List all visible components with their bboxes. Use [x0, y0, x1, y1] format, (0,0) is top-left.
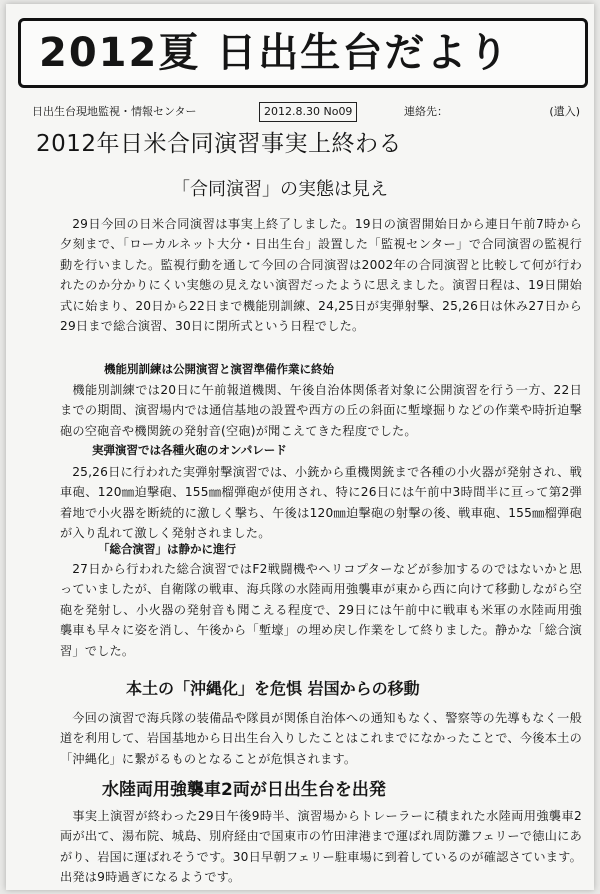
issue-date-box: 2012.8.30 No09 [259, 102, 357, 122]
headline: 2012年日米合同演習事実上終わる [36, 131, 403, 157]
section-2-paragraph-1-text: 今回の演習で海兵隊の装備品や隊員が関係自治体への通知もなく、警察等の先導もなく一般道を利用して、岩国基地から日出生台入りしたことはこれまでになかったことで、今後本土の「沖縄化」に繋がるものとなることが危惧されます。 [60, 711, 582, 766]
contact-label: 連絡先： [404, 105, 448, 118]
section-2-paragraph-1 [60, 708, 582, 769]
subheading-live-fire: 実弾演習では各種火砲のオンパレード [92, 443, 287, 457]
info-row [32, 102, 584, 122]
subheading-comprehensive-exercise: 「総合演習」は静かに進行 [98, 542, 236, 556]
section-1-paragraph-3 [60, 462, 582, 544]
section-1-paragraph-4 [60, 559, 582, 661]
section-1-paragraph-4-text: 27日から行われた総合演習ではF2戦闘機やヘリコプターなどが参加するのではないかと思っていましたが、自衛隊の戦車、海兵隊の水陸両用強襲車が東から西に向けて移動しながら空砲を発射し、小火器の発射音も聞こえる程度で、29日には午前中に戦車も米軍の水陸両用強襲車も早々に姿を消し、午後から「塹壕」の埋め戻し作業をして終りました。静かな「総合演習」でした。 [60, 562, 582, 658]
section-3-paragraph-1-text: 事実上演習が終わった29日午後9時半、演習場からトレーラーに積まれた水陸両用強襲車2両が出て、湯布院、城島、別府経由で国東市の竹田津港まで運ばれ周防灘フェリーで徳山にあがり、岩国に運ばれそうです。30日早朝フェリー駐車場に到着しているのが確認さています。出発は9時過ぎになるようです。 [60, 809, 582, 885]
section-3-title: 水陸両用強襲車2両が日出生台を出発 [102, 780, 386, 800]
masthead [18, 18, 588, 88]
subheading-function-training: 機能別訓練は公開演習と演習準備作業に終始 [104, 362, 334, 376]
section-1-title: 「合同演習」の実態は見え [172, 179, 388, 200]
section-1-paragraph-2-text: 機能別訓練では20日に午前報道機関、午後自治体関係者対象に公開演習を行う一方、22日までの期間、演習場内では通信基地の設置や西方の丘の斜面に塹壕掘りなどの作業や時折迫撃砲の空砲音や機関銃の発射音(空砲)が聞こえてきた程度でした。 [60, 383, 582, 438]
section-1-paragraph-1-text: 29日今回の日米合同演習は事実上終了しました。19日の演習開始日から連日午前7時から夕刻まで、「ローカルネット大分・日出生台」設置した「監視センター」で合同演習の監視行動を行いました。監視行動を通して今回の合同演習は2002年の合同演習と比較して何が行われたのか分かりにくい実態の見えない演習だったように思えました。演習日程は、19日開始式に始まり、20日から22日まで機能別訓練、24,25日が実弾射撃、25,26日は休み27日から29日まで総合演習、30日に閉所式という日程でした。 [60, 217, 582, 334]
section-2-title: 本土の「沖縄化」を危惧 岩国からの移動 [126, 679, 420, 698]
section-3-paragraph-1 [60, 806, 582, 888]
section-1-paragraph-2 [60, 380, 582, 441]
organization-name: 日出生台現地監視・情報センター [32, 105, 197, 118]
handwritten-note: (遺入) [549, 105, 580, 118]
newsletter-page [6, 4, 594, 890]
newsletter-title: 2012夏 日出生台だより [39, 30, 511, 76]
section-1-paragraph-3-text: 25,26日に行われた実弾射撃演習では、小銃から重機関銃まで各種の小火器が発射され、戦車砲、120㎜迫撃砲、155㎜榴弾砲が使用され、特に26日には午前中3時間半に亘って第2弾着地で小火器を断続的に激しく撃ち、午後は120㎜迫撃砲の射撃の後、戦車砲、155㎜榴弾砲が入り乱れて激しく発射されました。 [60, 465, 582, 541]
section-1-paragraph-1 [60, 214, 582, 336]
